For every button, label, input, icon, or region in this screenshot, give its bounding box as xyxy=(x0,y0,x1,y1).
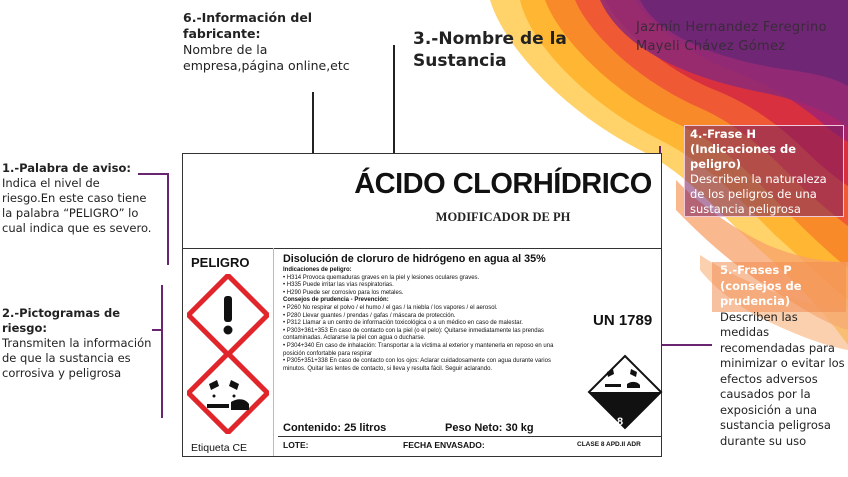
annotation-5-title: 5.-Frases P (consejos de prudencia) xyxy=(720,263,802,308)
annotation-2-body: Transmiten la información de que la sustancia es corrosiva y peligrosa xyxy=(2,336,152,380)
hazard-label xyxy=(182,153,662,457)
annotation-4-title: 4.-Frase H (Indicaciones de peligro) xyxy=(690,127,796,171)
annotation-3-title: 3.-Nombre de la Sustancia xyxy=(413,29,567,71)
annotation-1-title: 1.-Palabra de aviso: xyxy=(2,161,131,175)
class-number: 8 xyxy=(617,416,624,428)
product-name: ÁCIDO CLORHÍDRICO xyxy=(354,168,652,200)
h-statement: • H314 Provoca quemaduras graves en la piel y lesiones oculares graves. xyxy=(283,274,480,281)
precaution-heading: Consejos de prudencia - Prevención: xyxy=(283,297,389,304)
label-description: Disolución de cloruro de hidrógeno en agua al 35% xyxy=(283,253,546,265)
exclamation-pictogram-icon xyxy=(187,274,269,356)
p-statement: • P280 Llevar guantes / prendas / gafas / máscara de protección. xyxy=(283,312,456,319)
p-statement: • P312 Llamar a un centro de información toxicológica o a un médico en caso de malestar. xyxy=(283,320,523,327)
author-2: Mayeli Chávez Gómez xyxy=(636,39,786,54)
net-weight: Peso Neto: 30 kg xyxy=(445,422,534,434)
annotation-1-body: Indica el nivel de riesgo.En este caso tiene la palabra “PELIGRO” lo cual indica que es severo. xyxy=(2,176,152,235)
un-number: UN 1789 xyxy=(593,312,653,329)
annotation-6-body: Nombre de la empresa,página online,etc xyxy=(183,42,350,73)
hazard-statements xyxy=(283,267,558,373)
hazard-heading: Indicaciones de peligro: xyxy=(283,267,352,273)
p-statement: • P304+340 En caso de inhalación: Transportar a la víctima al exterior y mantenerla en reposo en una posición confortable para respirar xyxy=(283,342,554,357)
left-column-divider xyxy=(273,248,274,456)
p-statement: • P303+361+353 En caso de contacto con la piel (o el pelo): Quitarse inmediatamente las prendas contaminadas. Aclararse la piel con agua o ducharse. xyxy=(283,327,544,342)
annotation-2-title: 2.-Pictogramas de riesgo: xyxy=(2,306,121,335)
h-statement: • H335 Puede irritar las vías respiratorias. xyxy=(283,282,394,289)
p-statement: • P260 No respirar el polvo / el humo / el gas / la niebla / los vapores / el aerosol. xyxy=(283,304,498,311)
annotation-4-body: Describen la naturaleza de los peligros de una sustancia peligrosa xyxy=(690,172,827,216)
annotation-6-title: 6.-Información del fabricante: xyxy=(183,10,313,41)
signal-word: PELIGRO xyxy=(191,255,250,270)
annotation-5-body: Describen las medidas recomendadas para minimizar o evitar los efectos adversos causados por la exposición a una sustancia peligrosa durante su uso xyxy=(720,309,845,448)
connector-2 xyxy=(152,285,162,418)
corrosive-pictogram-icon xyxy=(187,352,269,434)
h-statement: • H290 Puede ser corrosivo para los metales. xyxy=(283,289,404,296)
content-amount: Contenido: 25 litros xyxy=(283,422,387,434)
class-footer: CLASE 8 APD.II ADR xyxy=(577,441,641,448)
p-statement: • P305+351+338 En caso de contacto con los ojos: Aclarar cuidadosamente con agua durante varios minutos. Quitar las lentes de contacto, si lleva y resulta fácil. Seguir aclarando. xyxy=(283,358,551,372)
product-subtitle: MODIFICADOR DE PH xyxy=(435,210,571,224)
ce-label: Etiqueta CE xyxy=(191,442,248,454)
packaging-date-field: FECHA ENVASADO: xyxy=(403,440,485,450)
label-header xyxy=(183,154,661,249)
author-1: Jazmín Hernandez Feregrino xyxy=(636,20,827,35)
class-8-corrosive-placard-icon xyxy=(587,354,663,430)
connector-1 xyxy=(138,174,168,265)
lot-field: LOTE: xyxy=(283,440,309,450)
